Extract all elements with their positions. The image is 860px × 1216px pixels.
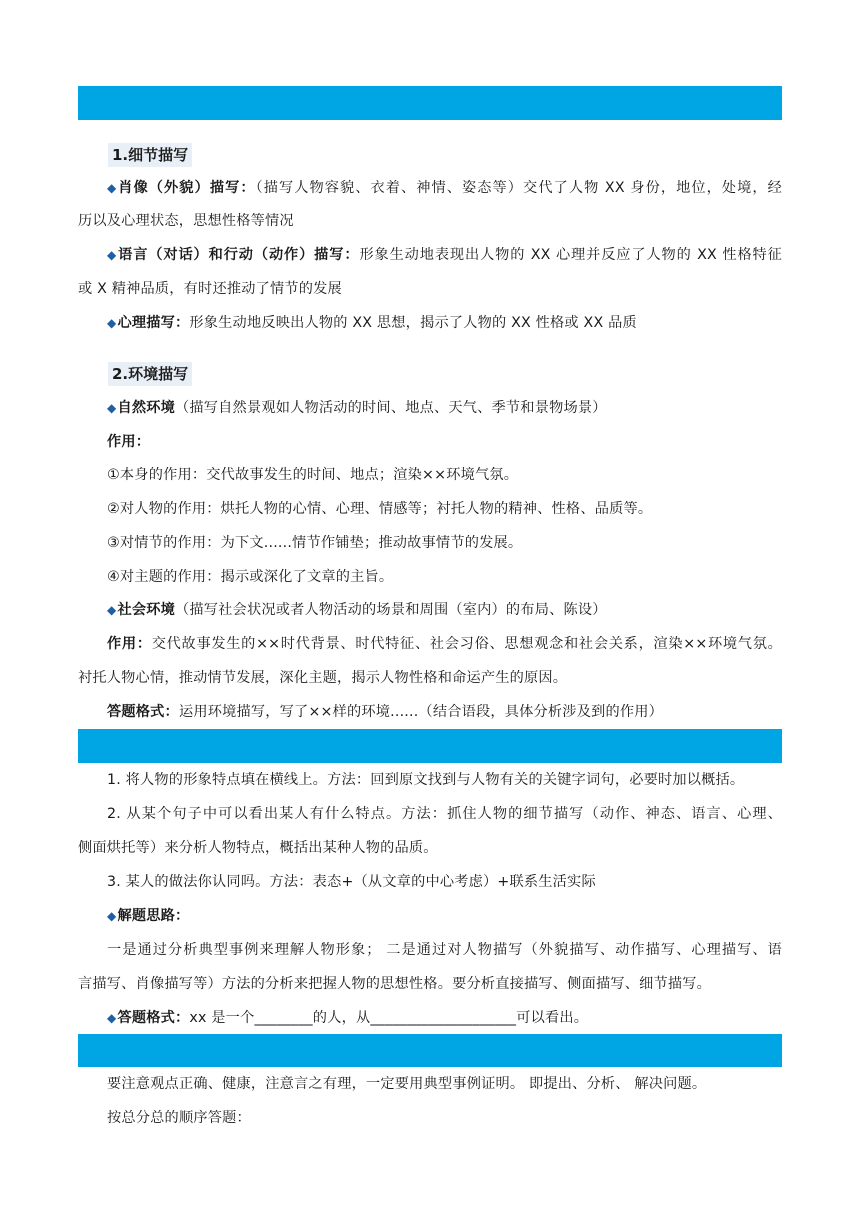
paragraph-line: ◆自然环境（描写自然景观如人物活动的时间、地点、天气、季节和景物场景） [107,400,607,416]
list-item: ②对人物的作用：烘托人物的心情、心理、情感等；衬托人物的精神、性格、品质等。 [107,501,653,517]
section-heading: 2.环境描写 [108,362,192,386]
paragraph-line: 作用： [107,434,151,450]
section-header-bar [78,729,782,763]
diamond-bullet-icon: ◆ [107,603,117,617]
paragraph-line: 答题格式：运用环境描写，写了××样的环境......（结合语段，具体分析涉及到的作用） [107,704,664,720]
paragraph-line: 或 X 精神品质，有时还推动了情节的发展 [78,281,342,297]
paragraph-line: 要注意观点正确、健康，注意言之有理，一定要用典型事例证明。 即提出、分析、 解决问题。 [107,1076,707,1092]
paragraph-line: 历以及心理状态，思想性格等情况 [78,213,294,229]
paragraph-line: ◆肖像（外貌）描写：（描写人物容貌、衣着、神情、姿态等）交代了人物 XX 身份，地位，处境，经 [107,180,782,196]
paragraph-line: ◆心理描写：形象生动地反映出人物的 XX 思想，揭示了人物的 XX 性格或 XX 品质 [107,315,637,331]
diamond-bullet-icon: ◆ [107,181,118,195]
list-item: 3. 某人的做法你认同吗。方法：表态+（从文章的中心考虑）+联系生活实际 [107,874,596,890]
paragraph-line: ◆答题格式：xx 是一个________的人，从____________________可以看出。 [107,1010,589,1026]
paragraph-line: 言描写、肖像描写等）方法的分析来把握人物的思想性格。要分析直接描写、侧面描写、细节描写。 [78,976,712,992]
paragraph-line: 作用：交代故事发生的××时代背景、时代特征、社会习俗、思想观念和社会关系，渲染××环境气氛。 [107,636,782,652]
paragraph-line: ◆社会环境（描写社会状况或者人物活动的场景和周围（室内）的布局、陈设） [107,602,607,618]
diamond-bullet-icon: ◆ [107,316,117,330]
paragraph-line: ◆解题思路： [107,908,190,924]
diamond-bullet-icon: ◆ [107,248,118,262]
list-item: 1. 将人物的形象特点填在横线上。方法：回到原文找到与人物有关的关键字词句，必要时加以概括。 [107,772,745,788]
section-heading: 1.细节描写 [108,143,192,167]
diamond-bullet-icon: ◆ [107,909,117,923]
paragraph-line: 侧面烘托等）来分析人物特点，概括出某种人物的品质。 [78,840,438,856]
diamond-bullet-icon: ◆ [107,1011,117,1025]
paragraph-line: ◆语言（对话）和行动（动作）描写：形象生动地表现出人物的 XX 心理并反应了人物的 XX 性格特征 [107,247,782,263]
section-header-bar [78,86,782,120]
paragraph-line: 按总分总的顺序答题： [107,1110,251,1126]
list-item: 2. 从某个句子中可以看出某人有什么特点。方法：抓住人物的细节描写（动作、神态、语言、心理、 [107,806,782,822]
paragraph-line: 衬托人物心情，推动情节发展，深化主题，揭示人物性格和命运产生的原因。 [78,670,568,686]
list-item: ①本身的作用：交代故事发生的时间、地点；渲染××环境气氛。 [107,467,519,483]
section-header-bar [78,1034,782,1067]
diamond-bullet-icon: ◆ [107,401,117,415]
paragraph-line: 一是通过分析典型事例来理解人物形象； 二是通过对人物描写（外貌描写、动作描写、心理描写、语 [107,942,782,958]
list-item: ④对主题的作用：揭示或深化了文章的主旨。 [107,569,394,585]
list-item: ③对情节的作用：为下文......情节作铺垫；推动故事情节的发展。 [107,535,523,551]
